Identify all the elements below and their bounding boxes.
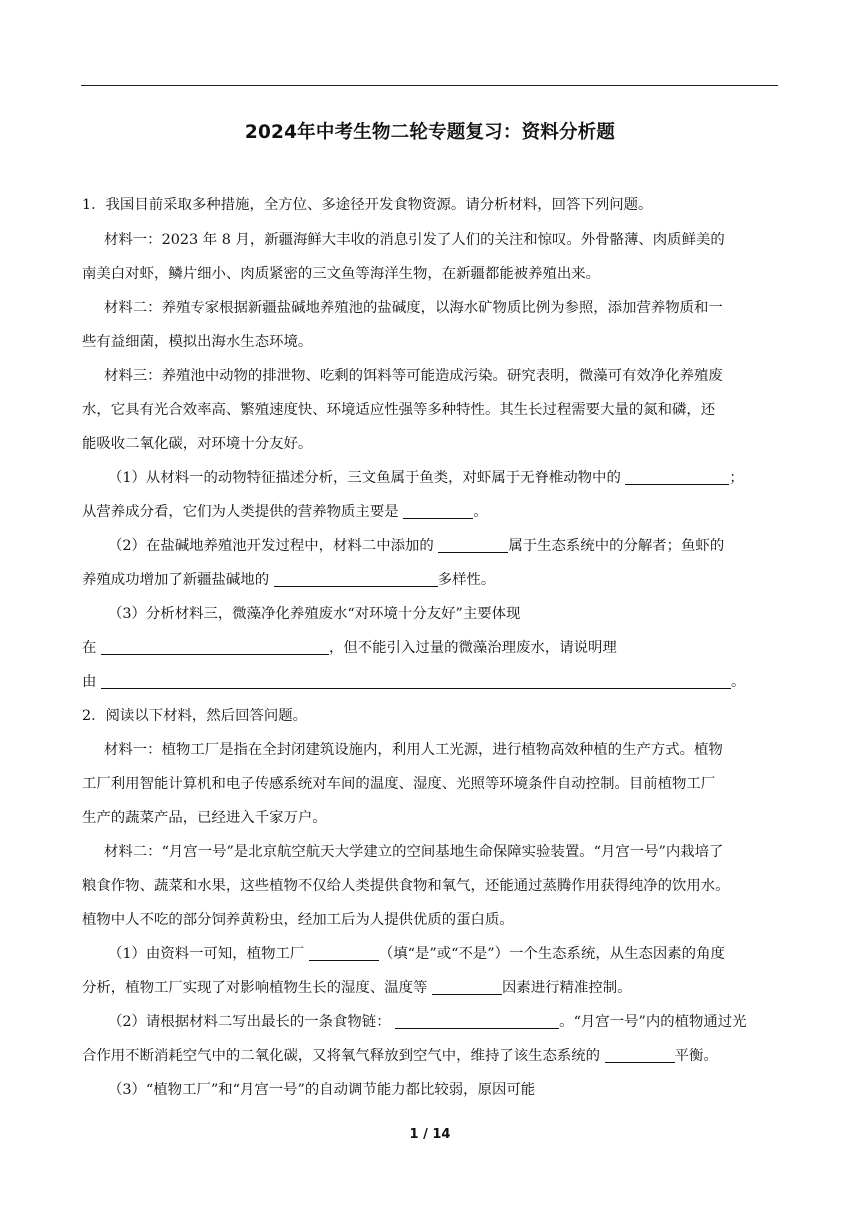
q2-material2-line3: 植物中人不吃的部分饲养黄粉虫，经加工后为人提供优质的蛋白质。 — [82, 912, 514, 928]
page-title: 2024年中考生物二轮专题复习：资料分析题 — [244, 122, 616, 143]
q1-material1-line2: 南美白对虾，鳞片细小、肉质紧密的三文鱼等海洋生物，在新疆都能被养殖出来。 — [82, 266, 601, 282]
q1-sub2-line1: （2）在盐碱地养殖池开发过程中，材料二中添加的 属于生态系统中的分解者；鱼虾的 — [108, 538, 725, 554]
answer-blank[interactable] — [432, 979, 502, 995]
answer-blank[interactable] — [309, 945, 379, 961]
q1-material1-line1: 材料一：2023 年 8 月，新疆海鲜大丰收的消息引发了人们的关注和惊叹。外骨骼薄、肉质鲜美的 — [104, 232, 725, 248]
answer-blank[interactable] — [625, 469, 729, 485]
q1-material2-line1: 材料二：养殖专家根据新疆盐碱地养殖池的盐碱度，以海水矿物质比例为参照，添加营养物质和一 — [104, 300, 723, 316]
q2-material2-line2: 粮食作物、蔬菜和水果，这些植物不仅给人类提供食物和氧气，还能通过蒸腾作用获得纯净的饮用水。 — [82, 878, 730, 894]
page-number: 1 / 14 — [409, 1127, 451, 1142]
answer-blank[interactable] — [274, 571, 438, 587]
answer-blank[interactable] — [403, 503, 473, 519]
q1-stem: 1．我国目前采取多种措施，全方位、多途径开发食物资源。请分析材料，回答下列问题。 — [82, 197, 653, 213]
q2-sub1-line1: （1）由资料一可知，植物工厂 （填“是”或“不是”）一个生态系统，从生态因素的角度 — [108, 946, 725, 962]
q2-sub2-line2: 合作用不断消耗空气中的二氧化碳，又将氧气释放到空气中，维持了该生态系统的 平衡。 — [82, 1048, 718, 1064]
header-rule — [81, 85, 778, 86]
q1-sub3-line1: （3）分析材料三，微藻净化养殖废水“对环境十分友好”主要体现 — [108, 606, 521, 622]
q1-sub2-line2: 养殖成功增加了新疆盐碱地的 多样性。 — [82, 572, 496, 588]
q1-material3-line2: 水，它具有光合效率高、繁殖速度快、环境适应性强等多种特性。其生长过程需要大量的氮和磷，还 — [82, 402, 716, 418]
q2-material1-line2: 工厂利用智能计算机和电子传感系统对车间的温度、湿度、光照等环境条件自动控制。目前植物工厂 — [82, 776, 716, 792]
q1-sub1-line1: （1）从材料一的动物特征描述分析，三文鱼属于鱼类，对虾属于无脊椎动物中的 ； — [108, 470, 744, 486]
q1-material3-line1: 材料三：养殖池中动物的排泄物、吃剩的饵料等可能造成污染。研究表明，微藻可有效净化养殖废 — [104, 368, 723, 384]
answer-blank[interactable] — [438, 537, 508, 553]
q1-sub3-line2: 在 ，但不能引入过量的微藻治理废水，请说明理 — [82, 640, 617, 656]
q2-stem: 2．阅读以下材料，然后回答问题。 — [82, 708, 308, 724]
q2-sub3-line1: （3）“植物工厂”和“月宫一号”的自动调节能力都比较弱，原因可能 — [108, 1082, 536, 1098]
q2-material1-line1: 材料一：植物工厂是指在全封闭建筑设施内，利用人工光源，进行植物高效种植的生产方式。植物 — [104, 742, 723, 758]
answer-blank[interactable] — [101, 673, 731, 689]
q2-sub1-line2: 分析，植物工厂实现了对影响植物生长的湿度、温度等 因素进行精准控制。 — [82, 980, 632, 996]
answer-blank[interactable] — [101, 639, 329, 655]
q2-sub2-line1: （2）请根据材料二写出最长的一条食物链： 。“月宫一号”内的植物通过光 — [108, 1014, 747, 1030]
q1-sub1-text: （1）从材料一的动物特征描述分析，三文鱼属于鱼类，对虾属于无脊椎动物中的 — [108, 470, 621, 486]
q1-sub3-line3: 由 。 — [82, 674, 746, 690]
q1-material2-line2: 些有益细菌，模拟出海水生态环境。 — [82, 334, 313, 350]
answer-blank[interactable] — [605, 1047, 675, 1063]
q2-material1-line3: 生产的蔬菜产品，已经进入千家万户。 — [82, 810, 327, 826]
q1-sub1-line2: 从营养成分看，它们为人类提供的营养物质主要是 。 — [82, 504, 488, 520]
answer-blank[interactable] — [395, 1013, 559, 1029]
q1-material3-line3: 能吸收二氧化碳，对环境十分友好。 — [82, 436, 313, 452]
q2-material2-line1: 材料二：“月宫一号”是北京航空航天大学建立的空间基地生命保障实验装置。“月宫一号”内栽培了 — [104, 844, 724, 860]
